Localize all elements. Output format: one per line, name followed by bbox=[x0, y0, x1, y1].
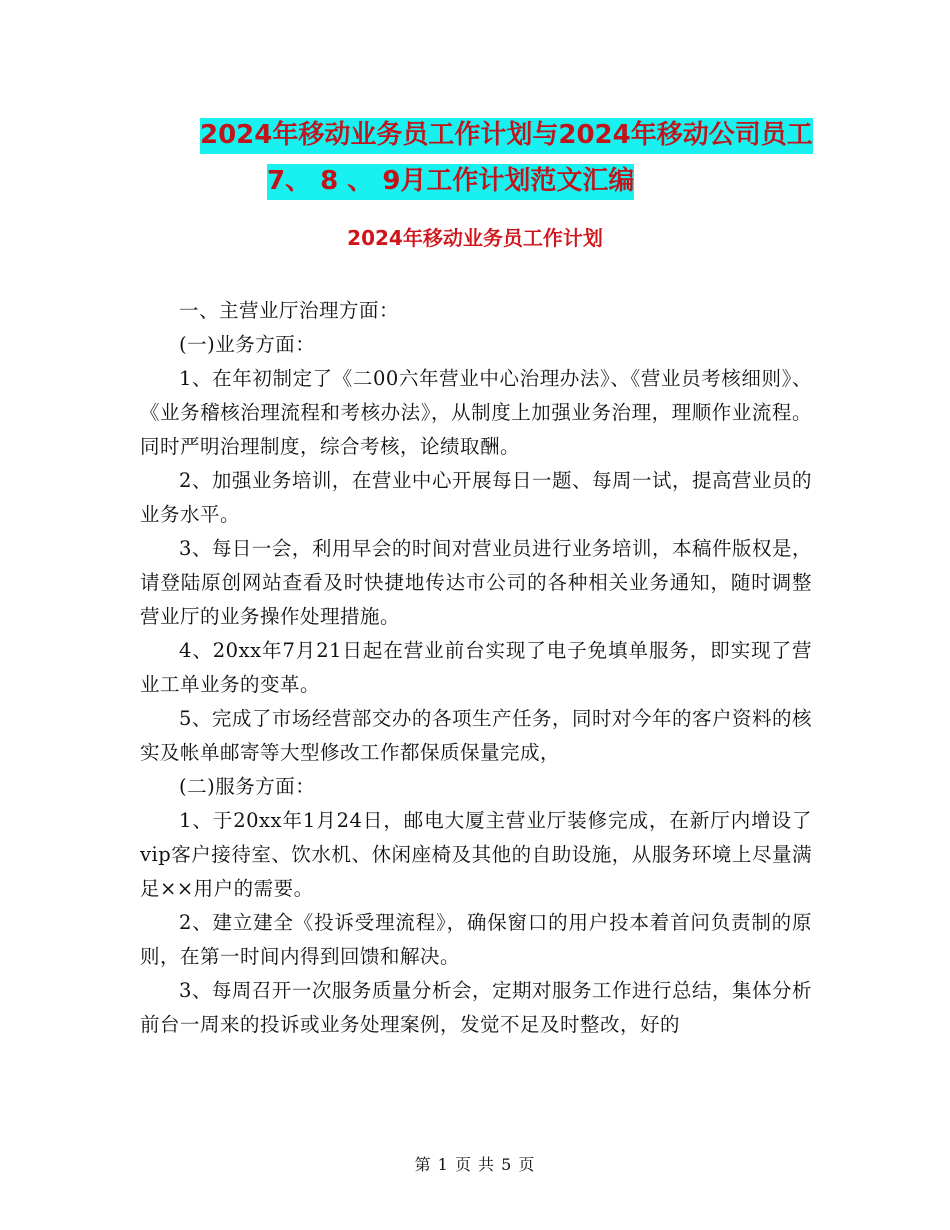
paragraph: 2、建立建全《投诉受理流程》，确保窗口的用户投本着首问负责制的原则，在第一时间内得到回馈和解决。 bbox=[140, 911, 812, 968]
paragraph: 一、主营业厅治理方面： bbox=[179, 299, 400, 322]
document-title-line-1: 2024年移动业务员工作计划与2024年移动公司员工 bbox=[140, 112, 840, 158]
document-title bbox=[140, 112, 840, 204]
document-body bbox=[140, 294, 812, 1042]
paragraph: (一)业务方面： bbox=[179, 333, 316, 356]
paragraph: 2、加强业务培训，在营业中心开展每日一题、每周一试，提高营业员的业务水平。 bbox=[140, 469, 812, 526]
paragraph: 3、每日一会，利用早会的时间对营业员进行业务培训，本稿件版权是，请登陆原创网站查看及时快捷地传达市公司的各种相关业务通知，随时调整营业厅的业务操作处理措施。 bbox=[140, 537, 812, 628]
paragraph: 1、于20xx年1月24日，邮电大厦主营业厅装修完成，在新厅内增设了vip客户接待室、饮水机、休闲座椅及其他的自助设施，从服务环境上尽量满足××用户的需要。 bbox=[140, 809, 812, 900]
paragraph: (二)服务方面： bbox=[179, 775, 316, 798]
paragraph: 4、20xx年7月21日起在营业前台实现了电子免填单服务，即实现了营业工单业务的变革。 bbox=[140, 639, 812, 696]
document-title-line-2: 7、 8 、 9月工作计划范文汇编 bbox=[140, 158, 840, 204]
section-title: 2024年移动业务员工作计划 bbox=[347, 226, 603, 250]
paragraph: 3、每周召开一次服务质量分析会，定期对服务工作进行总结，集体分析前台一周来的投诉或业务处理案例，发觉不足及时整改，好的 bbox=[140, 979, 812, 1036]
paragraph: 1、在年初制定了《二00六年营业中心治理办法》、《营业员考核细则》、《业务稽核治理流程和考核办法》，从制度上加强业务治理，理顺作业流程。同时严明治理制度，综合考核，论绩取酬。 bbox=[140, 367, 812, 458]
page-number-footer: 第 1 页 共 5 页 bbox=[414, 1155, 536, 1174]
paragraph: 5、完成了市场经营部交办的各项生产任务，同时对今年的客户资料的核实及帐单邮寄等大型修改工作都保质保量完成， bbox=[140, 707, 812, 764]
